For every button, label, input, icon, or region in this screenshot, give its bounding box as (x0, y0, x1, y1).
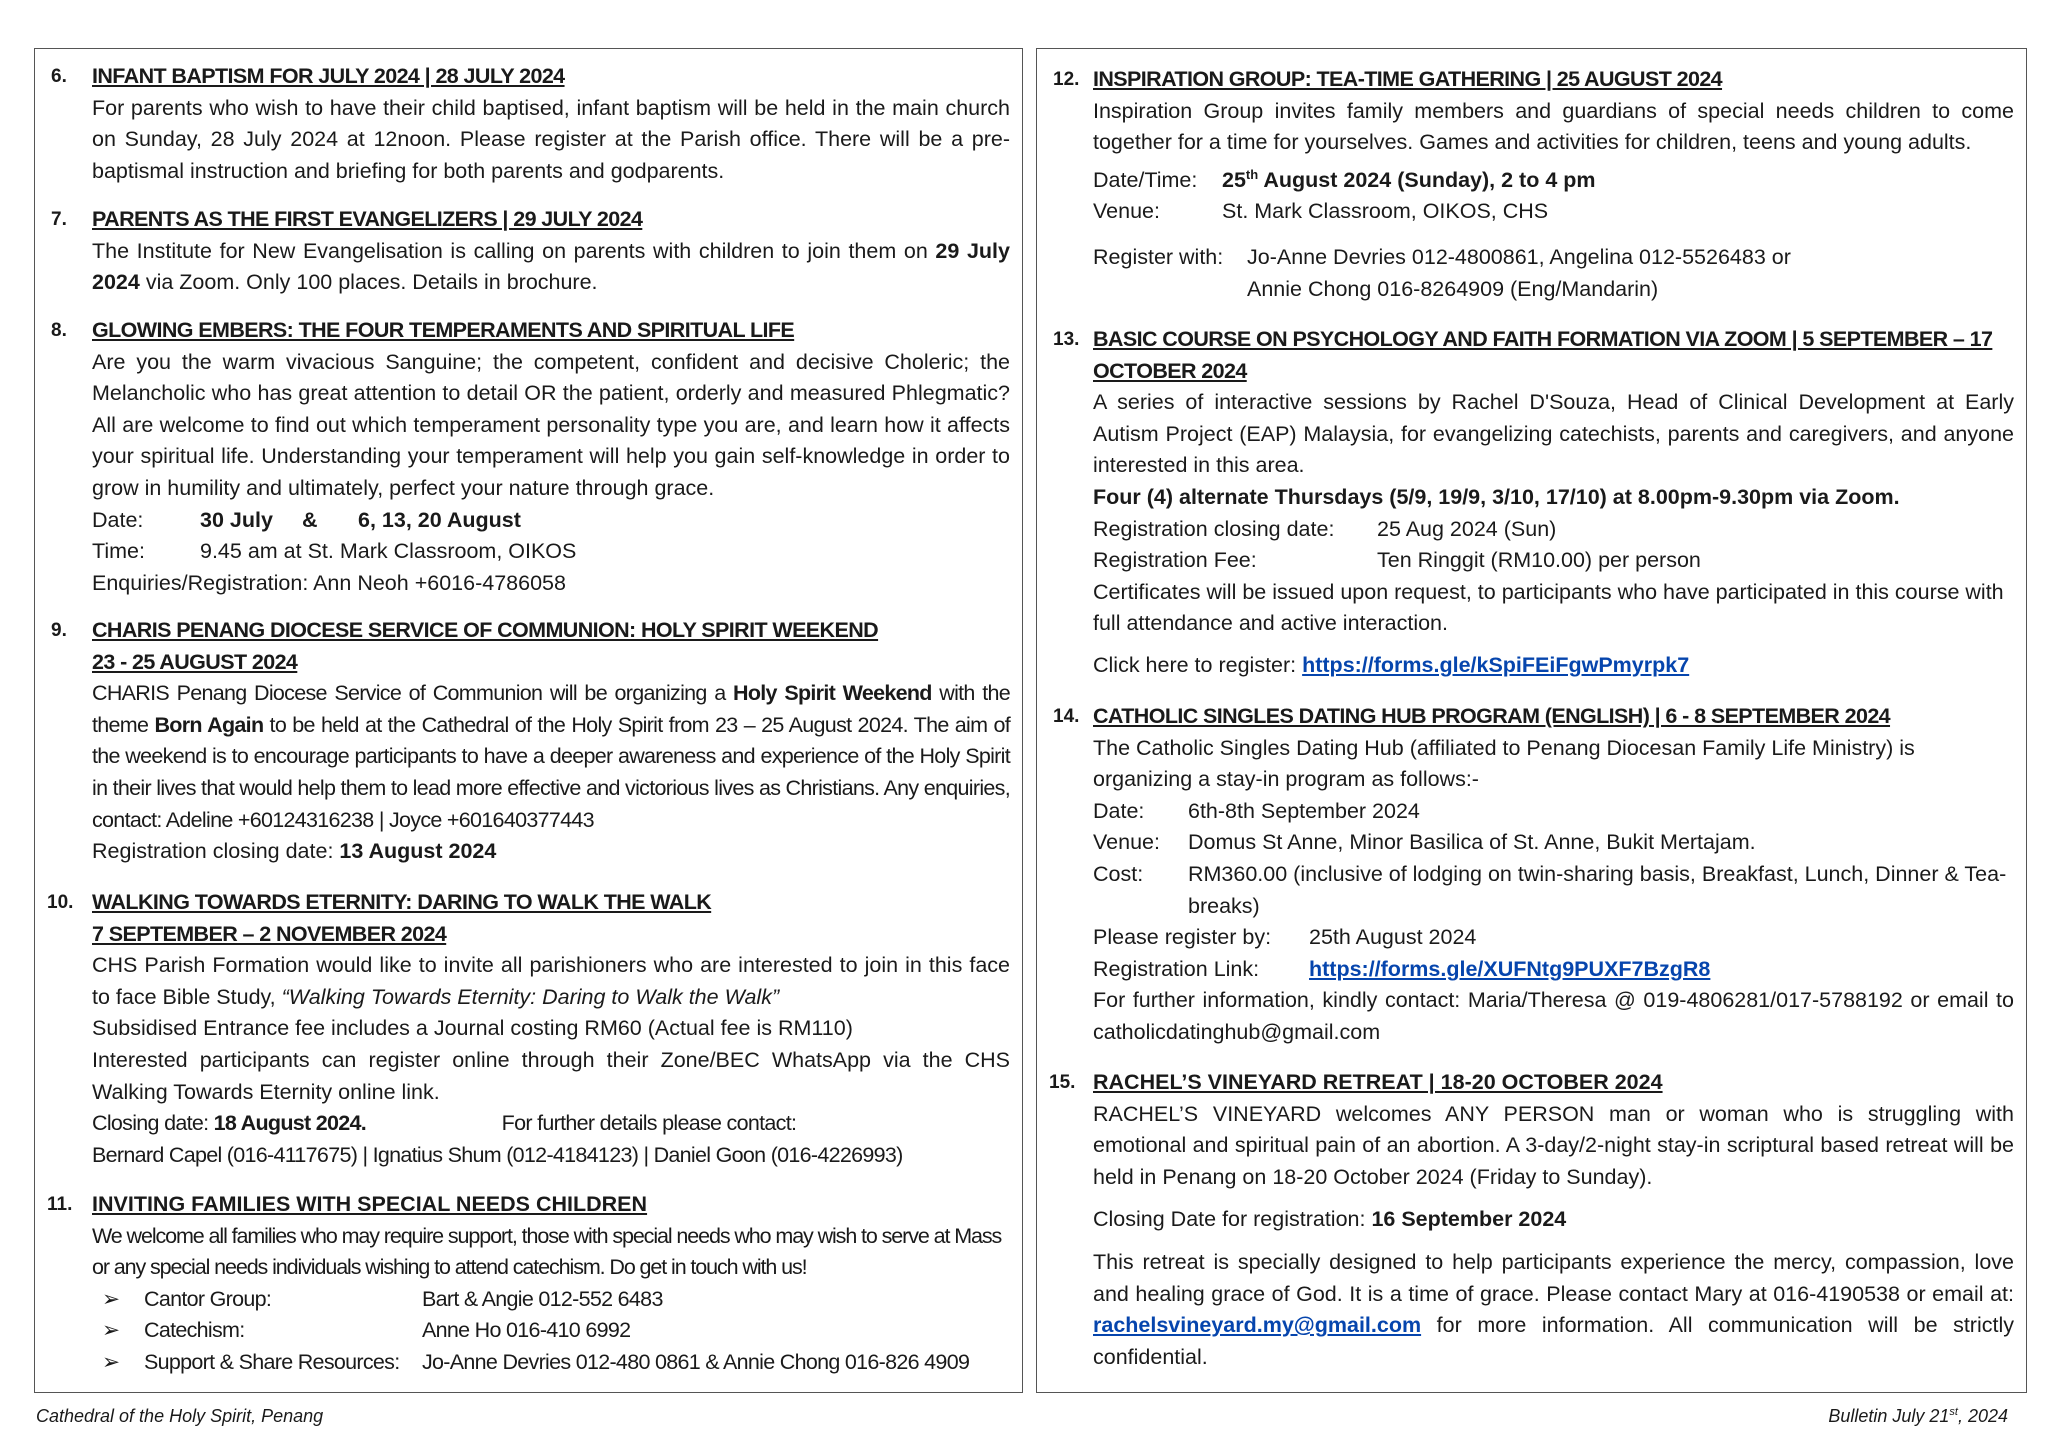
item-number: 6. (51, 66, 67, 87)
enquiries-row: Enquiries/Registration: Ann Neoh +6016-4786058 (92, 570, 566, 595)
arrow-bullet-icon: ➢ (102, 1318, 120, 1343)
notice-title: CATHOLIC SINGLES DATING HUB PROGRAM (ENGLISH) | 6 - 8 SEPTEMBER 2024 (1093, 704, 1891, 728)
item-number: 9. (51, 620, 67, 641)
time-row: Time: 9.45 am at St. Mark Classroom, OIKOS (92, 539, 577, 564)
notice-title: INFANT BAPTISM FOR JULY 2024 | 28 JULY 2024 (92, 64, 565, 88)
date-row: Date: 30 July & 6, 13, 20 August (92, 507, 521, 532)
notice-title: CHARIS PENANG DIOCESE SERVICE OF COMMUNION: HOLY SPIRIT WEEKEND (92, 618, 879, 642)
contact-row-cantor: ➢ Cantor Group: Bart & Angie 012-552 6483 (92, 1284, 1010, 1316)
closing-date-row: Registration closing date: 13 August 2024 (92, 839, 497, 864)
registration-link[interactable]: https://forms.gle/XUFNtg9PUXF7BzgR8 (1309, 956, 1711, 981)
notice-title: PARENTS AS THE FIRST EVANGELIZERS | 29 JULY 2024 (92, 207, 643, 231)
datetime-row: Date/Time: 25th August 2024 (Sunday), 2 to 4 pm (1093, 166, 1596, 192)
item-number: 11. (47, 1194, 73, 1215)
notice-title: RACHEL’S VINEYARD RETREAT | 18-20 OCTOBER 2024 (1093, 1070, 1663, 1094)
notice-title: BASIC COURSE ON PSYCHOLOGY AND FAITH FORMATION VIA ZOOM | 5 SEPTEMBER – 17 OCTOBER 2024 (1093, 327, 1993, 383)
email-link[interactable]: rachelsvineyard.my@gmail.com (1093, 1313, 1422, 1338)
date-row: Date: 6th-8th September 2024 (1093, 798, 1420, 823)
contacts-line: Bernard Capel (016-4117675) | Ignatius Shum (012-4184123) | Daniel Goon (016-4226993) (92, 1142, 903, 1167)
certificate-note: Certificates will be issued upon request, to participants who have participated in this course with full attendance and active interaction. (1093, 579, 2004, 636)
notice-body: For parents who wish to have their child baptised, infant baptism will be held in the main church on Sunday, 28 July 2024 at 12noon. Please register at the Parish office. There will be a pre-baptismal instruction and briefing for both parents and godparents. (92, 95, 1010, 183)
item-number: 15. (1049, 1072, 1076, 1093)
further-info: For further information, kindly contact: Maria/Theresa @ 019-4806281/017-5788192 or email to catholicdatinghub@gmail.com (1093, 988, 2014, 1044)
registration-link-row: Registration Link: https://forms.gle/XUFNtg9PUXF7BzgR8 (1093, 956, 1711, 981)
retreat-description: This retreat is specially designed to help participants experience the mercy, compassion, love and healing grace of God. It is a time of grace. Please contact Mary at 016-4190538 or email at: rachelsvineyard.my@gmail.com for more information. All communication will be strictly confidential. (1093, 1249, 2014, 1369)
notice-body: The Catholic Singles Dating Hub (affiliated to Penang Diocesan Family Life Ministry) is organizing a stay-in program as follows:- (1093, 735, 1915, 792)
footer-bulletin-date: Bulletin July 21st, 2024 (1828, 1406, 2008, 1426)
closing-date-row: Registration closing date: 25 Aug 2024 (Sun) (1093, 516, 1557, 541)
notice-body: Inspiration Group invites family members and guardians of special needs children to come together for a time for yourselves. Games and activities for children, teens and young adults. (1093, 98, 2014, 155)
arrow-bullet-icon: ➢ (102, 1349, 120, 1374)
schedule-line: Four (4) alternate Thursdays (5/9, 19/9, 3/10, 17/10) at 8.00pm-9.30pm via Zoom. (1093, 484, 1900, 509)
footer-parish-name: Cathedral of the Holy Spirit, Penang (36, 1406, 324, 1426)
notice-body: A series of interactive sessions by Rachel D'Souza, Head of Clinical Development at Early Autism Project (EAP) Malaysia, for evangelizing catechists, parents and caregivers, and anyone interested in this area. (1093, 390, 2014, 478)
left-column (34, 48, 1023, 1393)
notice-title: INSPIRATION GROUP: TEA-TIME GATHERING | 25 AUGUST 2024 (1093, 67, 1723, 91)
item-number: 8. (51, 320, 67, 341)
closing-date-row: Closing date: 18 August 2024. For further details please contact: (92, 1111, 797, 1136)
item-number: 12. (1053, 69, 1080, 90)
notice-body: Are you the warm vivacious Sanguine; the competent, confident and decisive Choleric; the Melancholic who has great attention to detail OR the patient, orderly and measured Phlegmatic? All are welcome to find out which temperament personality type you are, and learn how it affects your spiritual life. Understanding your temperament will help you gain self-knowledge in order to grow in humility and ultimately, perfect your nature through grace. (92, 349, 1010, 500)
notice-body: CHS Parish Formation would like to invite all parishioners who are interested to join in this face to face Bible Study, “Walking Towards Eternity: Daring to Walk the Walk” (92, 953, 1010, 1009)
notice-title-dates: 7 SEPTEMBER – 2 NOVEMBER 2024 (92, 921, 447, 946)
register-row-2: Annie Chong 016-8264909 (Eng/Mandarin) (1247, 276, 1659, 301)
item-number: 13. (1053, 329, 1080, 350)
register-row: Register with: Jo-Anne Devries 012-4800861, Angelina 012-5526483 or (1093, 244, 1791, 269)
fee-row: Registration Fee: Ten Ringgit (RM10.00) per person (1093, 548, 1701, 573)
item-number: 14. (1053, 706, 1080, 727)
cost-row: Cost: RM360.00 (inclusive of lodging on twin-sharing basis, Breakfast, Lunch, Dinner & Tea-breaks) (1093, 861, 2007, 918)
notice-title-dates: 23 - 25 AUGUST 2024 (92, 649, 298, 674)
venue-row: Venue: St. Mark Classroom, OIKOS, CHS (1093, 199, 1549, 224)
notice-title: INVITING FAMILIES WITH SPECIAL NEEDS CHILDREN (92, 1192, 648, 1216)
notice-body: RACHEL’S VINEYARD welcomes ANY PERSON man or woman who is struggling with emotional and spiritual pain of an abortion. A 3-day/2-night stay-in scriptural based retreat will be held in Penang on 18-20 October 2024 (Friday to Sunday). (1093, 1101, 2014, 1189)
contact-row-catechism: ➢ Catechism: Anne Ho 016-410 6992 (92, 1315, 1010, 1347)
register-by-row: Please register by: 25th August 2024 (1093, 925, 1477, 950)
right-column (1036, 48, 2027, 1393)
notice-title: GLOWING EMBERS: THE FOUR TEMPERAMENTS AND SPIRITUAL LIFE (92, 318, 795, 342)
item-number: 7. (51, 209, 67, 230)
notice-body: The Institute for New Evangelisation is calling on parents with children to join them on 29 July 2024 via Zoom. Only 100 places. Details in brochure. (92, 238, 1010, 295)
register-link[interactable]: https://forms.gle/kSpiFEiFgwPmyrpk7 (1302, 652, 1690, 677)
registration-line: Interested participants can register online through their Zone/BEC WhatsApp via the CHS Walking Towards Eternity online link. (92, 1047, 1010, 1104)
notice-body: We welcome all families who may require support, those with special needs who may wish to serve at Mass or any special needs individuals wishing to attend catechism. Do get in touch with us! (92, 1223, 1002, 1280)
venue-row: Venue: Domus St Anne, Minor Basilica of St. Anne, Bukit Mertajam. (1093, 830, 1756, 855)
notice-title: WALKING TOWARDS ETERNITY: DARING TO WALK THE WALK (92, 890, 712, 914)
fee-line: Subsidised Entrance fee includes a Journal costing RM60 (Actual fee is RM110) (92, 1016, 853, 1041)
contact-row-support: ➢ Support & Share Resources: Jo-Anne Devries 012-480 0861 & Annie Chong 016-826 4909 (92, 1347, 1010, 1379)
item-number: 10. (47, 892, 74, 913)
closing-date-row: Closing Date for registration: 16 September 2024 (1093, 1207, 1567, 1232)
notice-body: CHARIS Penang Diocese Service of Communion will be organizing a Holy Spirit Weekend with the theme Born Again to be held at the Cathedral of the Holy Spirit from 23 – 25 August 2024. The aim of the weekend is to encourage participants to have a deeper awareness and experience of the Holy Spirit in their lives that would help them to lead more effective and victorious lives as Christians. Any enquiries, contact: Adeline +60124316238 | Joyce +601640377443 (92, 681, 1011, 832)
register-link-row: Click here to register: https://forms.gle/kSpiFEiFgwPmyrpk7 (1093, 652, 1690, 677)
arrow-bullet-icon: ➢ (102, 1286, 120, 1311)
